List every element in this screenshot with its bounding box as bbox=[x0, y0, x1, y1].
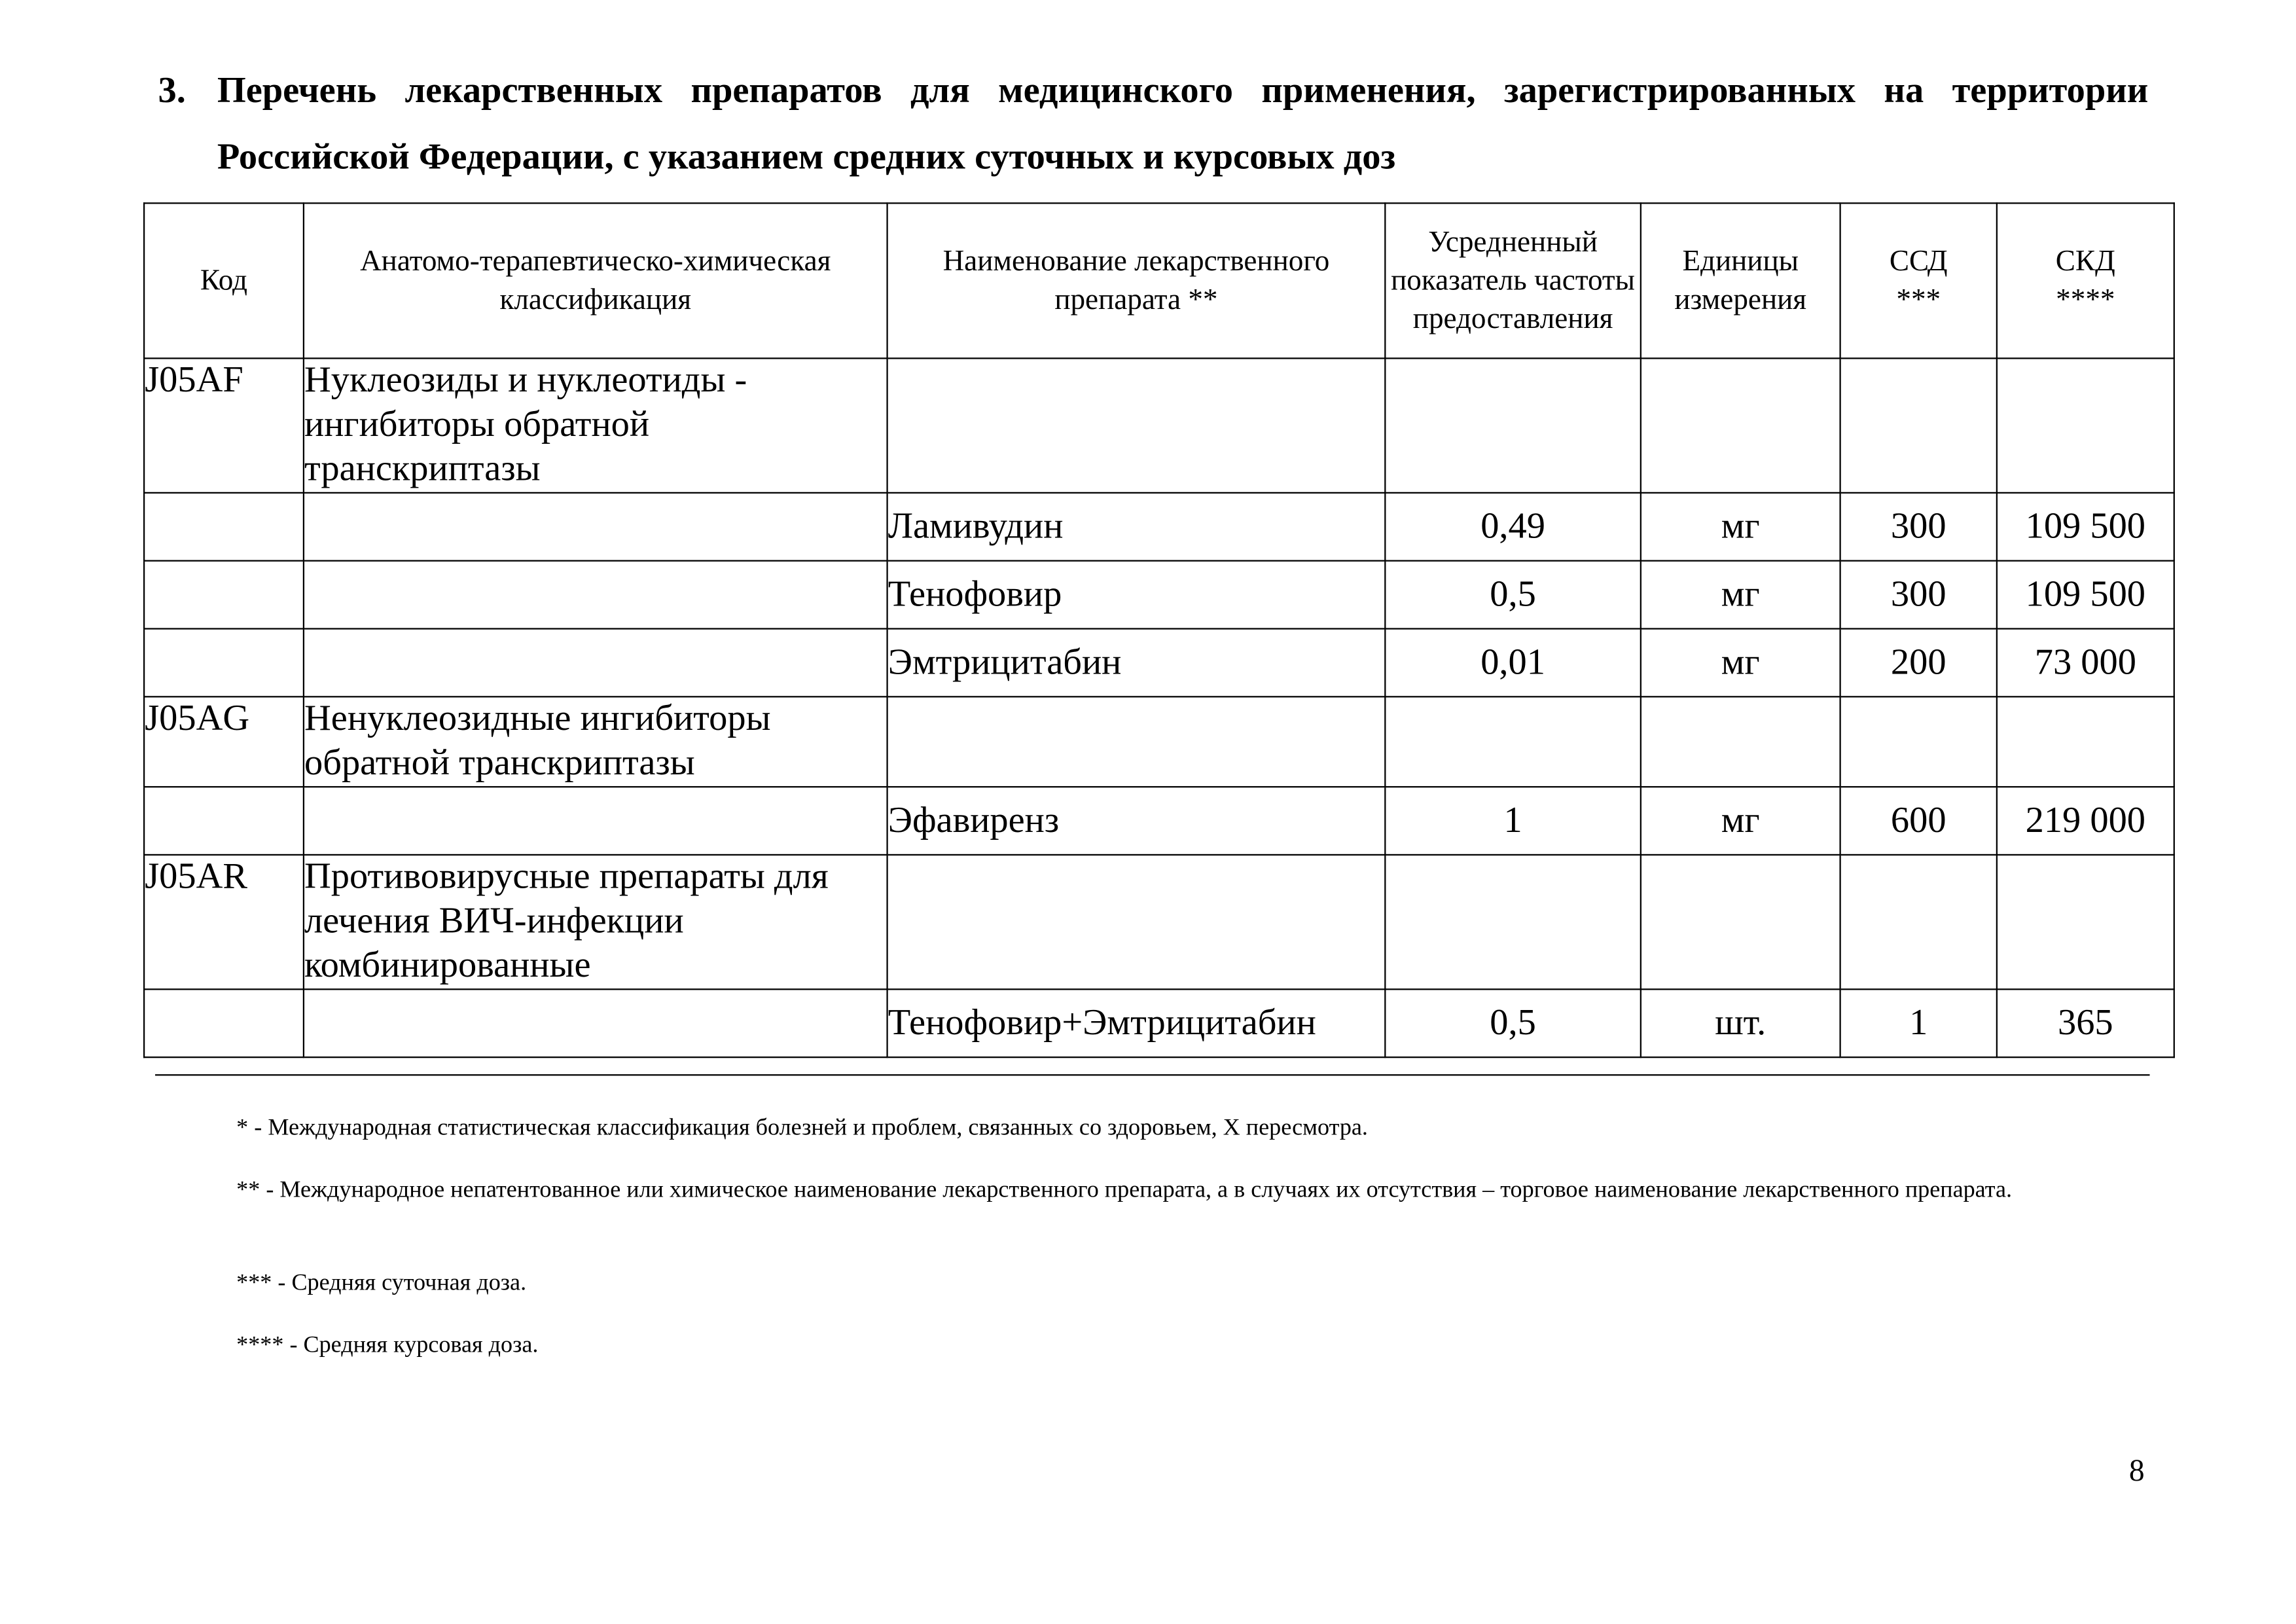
table-row bbox=[144, 561, 2174, 629]
frequency-value: 0,5 bbox=[1385, 989, 1641, 1057]
table-row bbox=[144, 629, 2174, 697]
footnote-4: **** - Средняя курсовая доза. bbox=[236, 1333, 539, 1358]
header-unit: Единицы измерения bbox=[1641, 203, 1840, 358]
skd-value: 109 500 bbox=[1997, 561, 2174, 629]
footnote-2: ** - Международное непатентованное или химическое наименование лекарственного препарата, а в случаях их отсутствия – торговое наименование лекарственного препарата. bbox=[236, 1178, 2013, 1203]
page-number: 8 bbox=[2128, 1453, 2145, 1489]
drug-name: Эмтрицитабин bbox=[888, 629, 1386, 697]
footnote-3: *** - Средняя суточная доза. bbox=[236, 1271, 527, 1296]
header-code: Код bbox=[144, 203, 304, 358]
table-row bbox=[144, 787, 2174, 855]
unit-value: мг bbox=[1641, 629, 1840, 697]
table-row bbox=[144, 493, 2174, 561]
header-ssd: ССД *** bbox=[1840, 203, 1997, 358]
unit-value: мг bbox=[1641, 787, 1840, 855]
table-row-group bbox=[144, 696, 2174, 787]
header-drug-name: Наименование лекарственного препарата ** bbox=[888, 203, 1386, 358]
ssd-value: 300 bbox=[1840, 561, 1997, 629]
table-header-row bbox=[144, 203, 2174, 358]
table-row bbox=[144, 989, 2174, 1057]
frequency-value: 0,01 bbox=[1385, 629, 1641, 697]
unit-value: мг bbox=[1641, 561, 1840, 629]
drug-dose-table bbox=[143, 202, 2175, 1058]
ssd-value: 1 bbox=[1840, 989, 1997, 1057]
atc-code: J05AG bbox=[144, 696, 304, 787]
header-atc-classification: Анатомо-терапевтическо-химическая классификация bbox=[304, 203, 888, 358]
frequency-value: 1 bbox=[1385, 787, 1641, 855]
table-row-group bbox=[144, 855, 2174, 989]
atc-classification: Нуклеозиды и нуклеотиды - ингибиторы обратной транскриптазы bbox=[304, 358, 888, 492]
header-skd: СКД **** bbox=[1997, 203, 2174, 358]
atc-classification: Противовирусные препараты для лечения ВИЧ-инфекции комбинированные bbox=[304, 855, 888, 989]
atc-code: J05AR bbox=[144, 855, 304, 989]
drug-name: Ламивудин bbox=[888, 493, 1386, 561]
ssd-value: 600 bbox=[1840, 787, 1997, 855]
footnote-divider bbox=[155, 1074, 2149, 1075]
skd-value: 109 500 bbox=[1997, 493, 2174, 561]
table-row-group bbox=[144, 358, 2174, 492]
skd-value: 365 bbox=[1997, 989, 2174, 1057]
section-title-line-1: Перечень лекарственных препаратов для медицинского применения, зарегистрированных на территории bbox=[217, 71, 2149, 111]
drug-name: Эфавиренз bbox=[888, 787, 1386, 855]
unit-value: шт. bbox=[1641, 989, 1840, 1057]
ssd-value: 300 bbox=[1840, 493, 1997, 561]
drug-name: Тенофовир bbox=[888, 561, 1386, 629]
frequency-value: 0,49 bbox=[1385, 493, 1641, 561]
ssd-value: 200 bbox=[1840, 629, 1997, 697]
skd-value: 73 000 bbox=[1997, 629, 2174, 697]
footnote-1: * - Международная статистическая классификация болезней и проблем, связанных со здоровьем, X пересмотра. bbox=[236, 1115, 1368, 1141]
header-frequency: Усредненный показатель частоты предоставления bbox=[1385, 203, 1641, 358]
frequency-value: 0,5 bbox=[1385, 561, 1641, 629]
unit-value: мг bbox=[1641, 493, 1840, 561]
skd-value: 219 000 bbox=[1997, 787, 2174, 855]
section-number: 3. bbox=[158, 71, 186, 111]
section-title-line-2: Российской Федерации, с указанием средних суточных и курсовых доз bbox=[217, 137, 1396, 177]
drug-name: Тенофовир+Эмтрицитабин bbox=[888, 989, 1386, 1057]
atc-code: J05AF bbox=[144, 358, 304, 492]
atc-classification: Ненуклеозидные ингибиторы обратной транскриптазы bbox=[304, 696, 888, 787]
